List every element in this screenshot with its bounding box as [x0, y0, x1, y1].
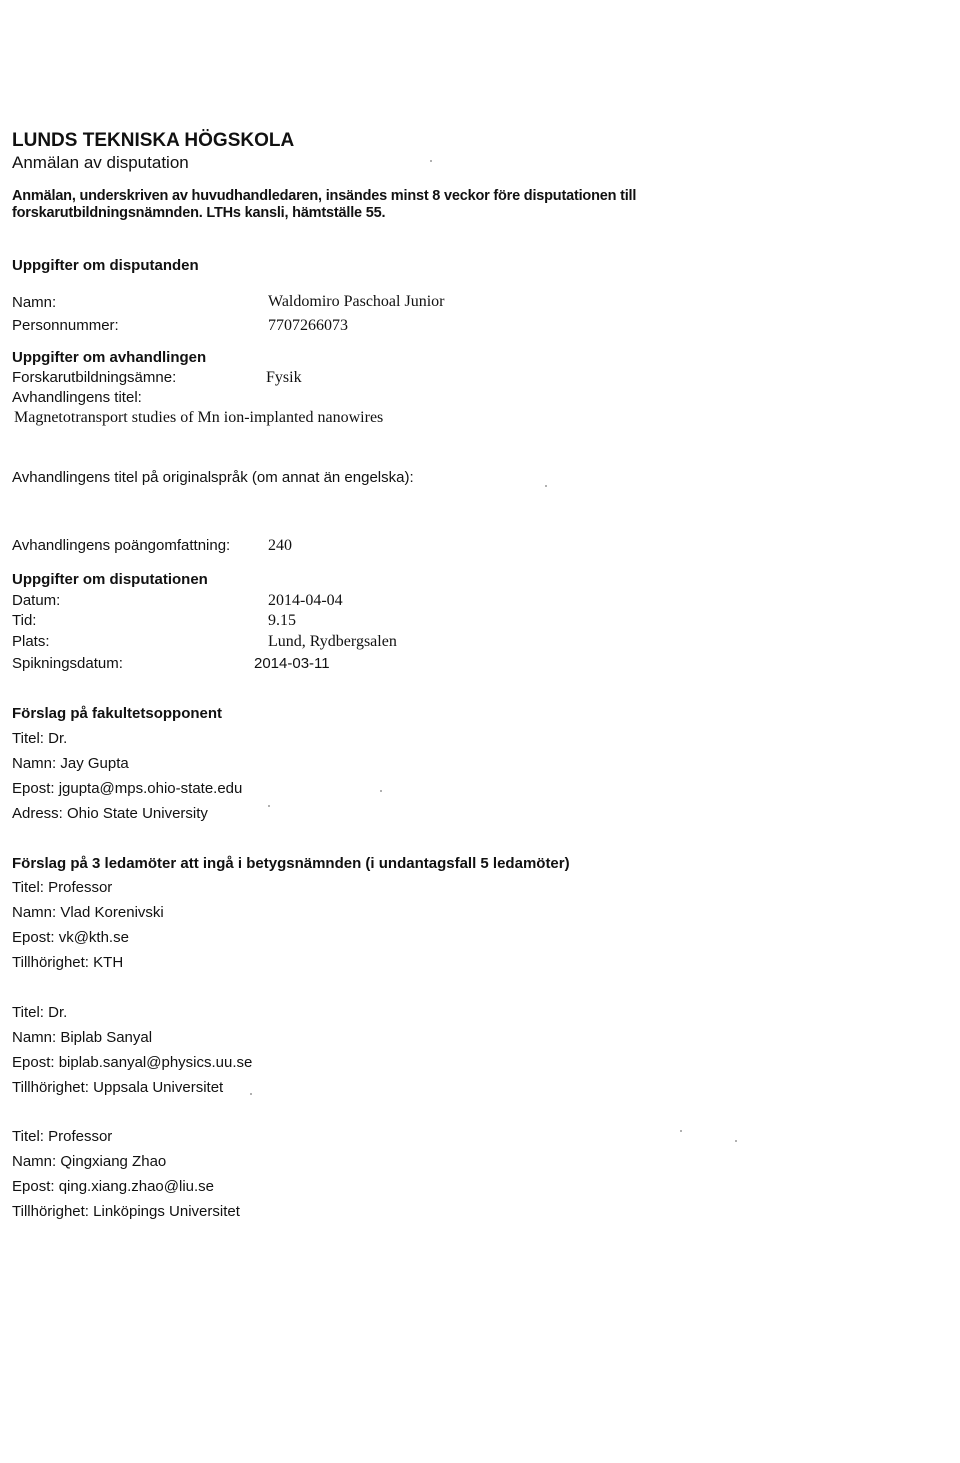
- section-heading-committee: Förslag på 3 ledamöter att ingå i betygsnämnden (i undantagsfall 5 ledamöter): [12, 855, 570, 872]
- time-label: Tid:: [12, 612, 37, 629]
- scan-speck: [735, 1140, 737, 1142]
- section-heading-opponent: Förslag på fakultetsopponent: [12, 705, 223, 722]
- credits-label: Avhandlingens poängomfattning:: [12, 537, 231, 554]
- nailing-date-value: 2014-03-11: [254, 655, 330, 672]
- instruction-line-2: forskarutbildningsnämnden. LTHs kansli, hämtställe 55.: [12, 205, 386, 221]
- scan-speck: [680, 1130, 682, 1132]
- place-value: Lund, Rydbergsalen: [268, 633, 397, 650]
- section-heading-defence: Uppgifter om disputationen: [12, 571, 208, 588]
- member-1-affiliation: Tillhörighet: KTH: [12, 954, 124, 971]
- opponent-name: Namn: Jay Gupta: [12, 755, 129, 772]
- subject-value: Fysik: [266, 369, 302, 386]
- member-3-title: Titel: Professor: [12, 1128, 113, 1145]
- subject-label: Forskarutbildningsämne:: [12, 369, 177, 386]
- nailing-date-label: Spikningsdatum:: [12, 655, 123, 672]
- member-1-name: Namn: Vlad Korenivski: [12, 904, 164, 921]
- date-label: Datum:: [12, 592, 61, 609]
- original-title-label: Avhandlingens titel på originalspråk (om annat än engelska):: [12, 469, 414, 486]
- member-3-affiliation: Tillhörighet: Linköpings Universitet: [12, 1203, 240, 1220]
- opponent-email: Epost: jgupta@mps.ohio-state.edu: [12, 780, 243, 797]
- form-subtitle: Anmälan av disputation: [12, 153, 189, 172]
- opponent-title: Titel: Dr.: [12, 730, 68, 747]
- opponent-address: Adress: Ohio State University: [12, 805, 208, 822]
- member-2-affiliation: Tillhörighet: Uppsala Universitet: [12, 1079, 224, 1096]
- personnummer-value: 7707266073: [268, 317, 348, 334]
- personnummer-label: Personnummer:: [12, 317, 119, 334]
- credits-value: 240: [268, 537, 292, 554]
- school-name: LUNDS TEKNISKA HÖGSKOLA: [12, 130, 295, 151]
- scan-speck: [268, 805, 270, 807]
- member-1-title: Titel: Professor: [12, 879, 113, 896]
- name-label: Namn:: [12, 294, 57, 311]
- section-heading-thesis: Uppgifter om avhandlingen: [12, 349, 207, 366]
- member-2-email: Epost: biplab.sanyal@physics.uu.se: [12, 1054, 253, 1071]
- scan-speck: [430, 160, 432, 162]
- scan-speck: [250, 1093, 252, 1095]
- scan-speck: [545, 485, 547, 487]
- section-heading-disputand: Uppgifter om disputanden: [12, 257, 199, 274]
- member-3-email: Epost: qing.xiang.zhao@liu.se: [12, 1178, 215, 1195]
- name-value: Waldomiro Paschoal Junior: [268, 293, 445, 310]
- scan-speck: [380, 790, 382, 792]
- instruction-line-1: Anmälan, underskriven av huvudhandledaren, insändes minst 8 veckor före disputationen till: [12, 188, 637, 204]
- thesis-title-label: Avhandlingens titel:: [12, 389, 142, 406]
- time-value: 9.15: [268, 612, 296, 629]
- place-label: Plats:: [12, 633, 50, 650]
- thesis-title-value: Magnetotransport studies of Mn ion-implanted nanowires: [14, 409, 384, 426]
- member-3-name: Namn: Qingxiang Zhao: [12, 1153, 167, 1170]
- member-2-title: Titel: Dr.: [12, 1004, 68, 1021]
- member-1-email: Epost: vk@kth.se: [12, 929, 129, 946]
- date-value: 2014-04-04: [268, 592, 343, 609]
- member-2-name: Namn: Biplab Sanyal: [12, 1029, 153, 1046]
